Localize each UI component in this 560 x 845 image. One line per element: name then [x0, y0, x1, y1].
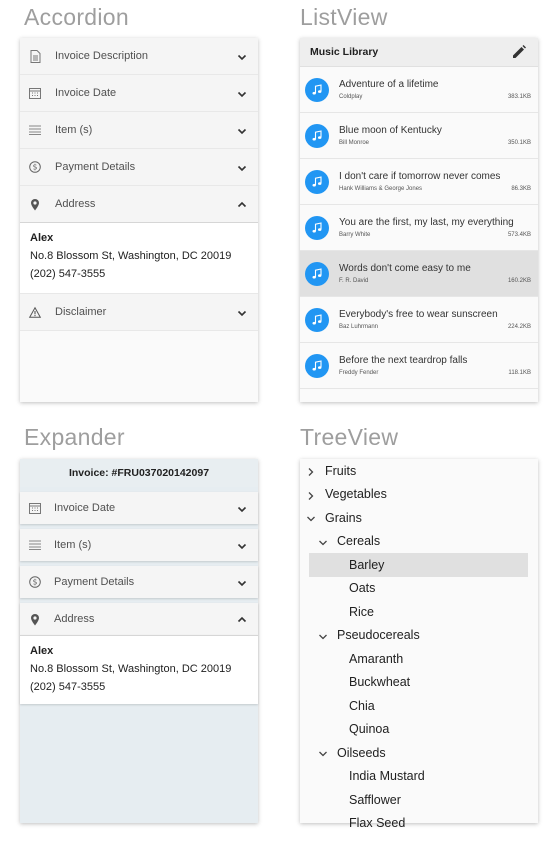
expander-panel — [20, 459, 258, 823]
tree-node-label: Safflower — [349, 792, 401, 807]
chevron-down-icon[interactable] — [318, 631, 328, 641]
song-list-item[interactable] — [300, 159, 538, 205]
list-icon — [28, 538, 42, 552]
song-list-item[interactable] — [300, 113, 538, 159]
chevron-down-icon[interactable] — [236, 50, 248, 62]
treeview-title: TreeView — [300, 424, 399, 450]
document-icon — [28, 49, 42, 63]
tree-node[interactable] — [300, 530, 538, 554]
song-artist: Hank Williams & George Jones — [339, 186, 423, 192]
treeview-panel — [300, 459, 538, 831]
chevron-down-icon[interactable] — [236, 161, 248, 173]
song-size: 160.2KB — [507, 278, 531, 284]
tree-node[interactable] — [300, 553, 538, 577]
song-title: Everybody's free to wear sunscreen — [339, 309, 498, 320]
song-title: Blue moon of Kentucky — [339, 125, 442, 136]
chevron-down-icon[interactable] — [306, 513, 316, 523]
tree-node[interactable] — [300, 483, 538, 507]
accordion-item-label: Address — [55, 198, 96, 210]
song-list-item[interactable] — [300, 251, 538, 297]
tree-node[interactable] — [300, 671, 538, 695]
address-line: No.8 Blossom St, Washington, DC 20019 — [30, 250, 232, 262]
song-title: You are the first, my last, my everything — [339, 217, 514, 228]
music-note-icon — [305, 262, 329, 286]
svg-text:$: $ — [32, 162, 38, 172]
expander-item-invoice-date[interactable] — [20, 492, 258, 524]
tree-node[interactable] — [300, 624, 538, 648]
chevron-down-icon[interactable] — [236, 539, 248, 551]
listview-panel — [300, 38, 538, 402]
tree-node[interactable] — [300, 741, 538, 765]
address-phone: (202) 547-3555 — [30, 681, 106, 693]
tree-node[interactable] — [300, 812, 538, 836]
song-artist: Bill Monroe — [339, 140, 370, 146]
song-artist: Coldplay — [339, 94, 363, 100]
address-name: Alex — [30, 232, 54, 244]
song-size: 383.1KB — [507, 94, 531, 100]
song-artist: Freddy Fender — [339, 370, 379, 376]
song-list-item[interactable] — [300, 205, 538, 251]
accordion-item-items[interactable] — [20, 112, 258, 149]
list-icon — [28, 123, 42, 137]
tree-node-label: Oilseeds — [337, 745, 386, 760]
accordion-panel — [20, 38, 258, 402]
expander-item-items[interactable] — [20, 529, 258, 561]
song-title: Adventure of a lifetime — [339, 79, 439, 90]
tree-node-label: Chia — [349, 698, 375, 713]
accordion-item-label: Invoice Description — [55, 50, 148, 62]
tree-node[interactable] — [300, 600, 538, 624]
tree-node-label: Cereals — [337, 534, 381, 549]
address-line: No.8 Blossom St, Washington, DC 20019 — [30, 663, 232, 675]
tree-node[interactable] — [300, 765, 538, 789]
song-artist: Barry White — [339, 232, 371, 238]
song-size: 224.2KB — [507, 324, 531, 330]
accordion-address-content — [20, 223, 258, 294]
music-note-icon — [305, 308, 329, 332]
song-title: Before the next teardrop falls — [339, 355, 468, 366]
listview-title: ListView — [300, 4, 388, 30]
accordion-item-label: Payment Details — [55, 161, 136, 173]
calendar-icon — [28, 86, 42, 100]
music-note-icon — [305, 216, 329, 240]
chevron-right-icon[interactable] — [306, 490, 316, 500]
chevron-up-icon[interactable] — [236, 613, 248, 625]
tree-node[interactable] — [300, 577, 538, 601]
tree-node[interactable] — [300, 788, 538, 812]
music-note-icon — [305, 354, 329, 378]
tree-node[interactable] — [300, 459, 538, 483]
chevron-up-icon[interactable] — [236, 198, 248, 210]
tree-node-label: Quinoa — [349, 722, 390, 737]
listview-header-title: Music Library — [310, 46, 379, 58]
expander-address-content — [20, 635, 258, 704]
tree-node-label: India Mustard — [349, 769, 425, 784]
selection-highlight — [309, 553, 528, 577]
svg-text:$: $ — [32, 577, 38, 587]
accordion-item-invoice-date[interactable] — [20, 75, 258, 112]
accordion-item-label: Invoice Date — [55, 87, 117, 99]
song-list — [300, 67, 538, 389]
accordion-item-disclaimer[interactable] — [20, 294, 258, 331]
accordion-item-address[interactable] — [20, 186, 258, 223]
expander-item-address[interactable] — [20, 603, 258, 635]
accordion-item-payment-details[interactable] — [20, 149, 258, 186]
song-list-item[interactable] — [300, 67, 538, 113]
music-note-icon — [305, 170, 329, 194]
tree-node-label: Barley — [349, 557, 385, 572]
chevron-down-icon[interactable] — [236, 124, 248, 136]
chevron-down-icon[interactable] — [236, 306, 248, 318]
invoice-header: Invoice: #FRU037020142097 — [20, 459, 258, 487]
tree-node-label: Flax Seed — [349, 816, 406, 831]
address-name: Alex — [30, 645, 54, 657]
accordion-item-label: Disclaimer — [55, 306, 107, 318]
accordion-item-invoice-description[interactable] — [20, 38, 258, 75]
tree-node-label: Amaranth — [349, 651, 404, 666]
expander-item-label: Invoice Date — [54, 502, 116, 514]
expander-item-label: Address — [54, 613, 95, 625]
chevron-right-icon[interactable] — [306, 466, 316, 476]
chevron-down-icon[interactable] — [236, 502, 248, 514]
song-list-item[interactable] — [300, 297, 538, 343]
song-artist: F. R. David — [339, 278, 369, 284]
tree — [300, 459, 538, 835]
chevron-down-icon[interactable] — [318, 748, 328, 758]
expander-title: Expander — [24, 424, 125, 450]
expander-item-label: Payment Details — [54, 576, 135, 588]
tree-node[interactable] — [300, 694, 538, 718]
dollar-icon — [28, 160, 42, 174]
tree-node-label: Pseudocereals — [337, 628, 420, 643]
tree-node-label: Rice — [349, 604, 375, 619]
music-note-icon — [305, 124, 329, 148]
song-title: I don't care if tomorrow never comes — [339, 171, 501, 182]
address-phone: (202) 547-3555 — [30, 268, 106, 280]
accordion-title: Accordion — [24, 4, 129, 30]
tree-node-label: Vegetables — [325, 487, 387, 502]
tree-node-label: Grains — [325, 510, 362, 525]
song-title: Words don't come easy to me — [339, 263, 471, 274]
dollar-icon — [28, 575, 42, 589]
warning-icon — [28, 305, 42, 319]
music-note-icon — [305, 78, 329, 102]
chevron-down-icon[interactable] — [236, 87, 248, 99]
song-size: 573.4KB — [507, 232, 531, 238]
tree-node[interactable] — [300, 506, 538, 530]
song-size: 86.3KB — [511, 186, 531, 192]
song-size: 118.1KB — [508, 370, 531, 376]
listview-header — [300, 38, 538, 67]
tree-node-label: Fruits — [325, 463, 357, 478]
location-pin-icon — [28, 612, 42, 626]
tree-node-label: Oats — [349, 581, 376, 596]
location-pin-icon — [28, 197, 42, 211]
expander-item-payment-details[interactable] — [20, 566, 258, 598]
song-list-item[interactable] — [300, 343, 538, 389]
song-artist: Baz Luhrmann — [339, 324, 379, 330]
chevron-down-icon[interactable] — [236, 576, 248, 588]
chevron-down-icon[interactable] — [318, 537, 328, 547]
tree-node[interactable] — [300, 718, 538, 742]
tree-node[interactable] — [300, 647, 538, 671]
expander-item-label: Item (s) — [54, 539, 92, 551]
song-size: 350.1KB — [507, 140, 531, 146]
accordion-item-label: Item (s) — [55, 124, 93, 136]
tree-node-label: Buckwheat — [349, 675, 411, 690]
pencil-icon[interactable] — [510, 43, 528, 61]
calendar-icon — [28, 501, 42, 515]
